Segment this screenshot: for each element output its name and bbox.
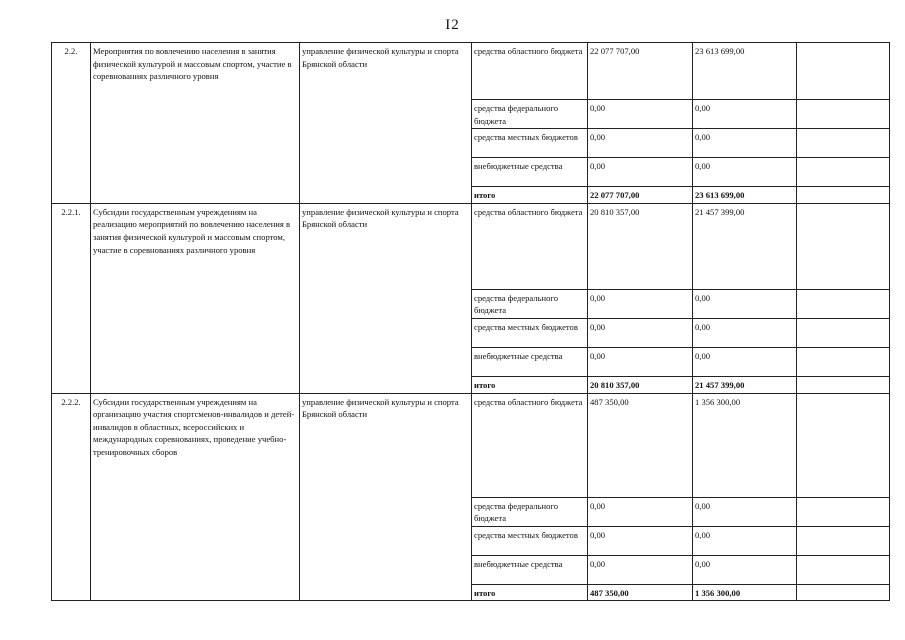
funding-source: внебюджетные средства [472, 158, 588, 187]
amount-col-1: 20 810 357,00 [588, 203, 693, 289]
table-row [52, 43, 890, 100]
empty-cell [797, 526, 890, 555]
amount-col-1: 0,00 [588, 158, 693, 187]
empty-cell [797, 203, 890, 289]
amount-col-1: 22 077 707,00 [588, 43, 693, 100]
amount-col-2: 0,00 [693, 555, 797, 584]
amount-col-2: 23 613 699,00 [693, 187, 797, 204]
funding-source: внебюджетные средства [472, 555, 588, 584]
amount-col-2: 0,00 [693, 289, 797, 318]
funding-source: средства областного бюджета [472, 393, 588, 497]
budget-table [51, 42, 890, 601]
table-row [52, 203, 890, 289]
item-executor: управление физической культуры и спорта Брянской области [300, 203, 472, 393]
funding-source: средства местных бюджетов [472, 129, 588, 158]
empty-cell [797, 289, 890, 318]
empty-cell [797, 497, 890, 526]
amount-col-2: 21 457 399,00 [693, 203, 797, 289]
empty-cell [797, 376, 890, 393]
empty-cell [797, 347, 890, 376]
amount-col-2: 0,00 [693, 129, 797, 158]
empty-cell [797, 129, 890, 158]
empty-cell [797, 187, 890, 204]
amount-col-2: 0,00 [693, 318, 797, 347]
empty-cell [797, 584, 890, 601]
amount-col-1: 0,00 [588, 289, 693, 318]
amount-col-2: 0,00 [693, 497, 797, 526]
amount-col-2: 1 356 300,00 [693, 584, 797, 601]
empty-cell [797, 318, 890, 347]
empty-cell [797, 555, 890, 584]
amount-col-1: 0,00 [588, 129, 693, 158]
amount-col-1: 20 810 357,00 [588, 376, 693, 393]
funding-source: итого [472, 584, 588, 601]
amount-col-2: 21 457 399,00 [693, 376, 797, 393]
item-name: Субсидии государственным учреждениям на организацию участия спортсменов-инвалидов и детей-инвалидов в областных, всероссийских и международных соревнованиях, проведение учебно-тренировочных сборов [91, 393, 300, 601]
amount-col-2: 0,00 [693, 347, 797, 376]
empty-cell [797, 100, 890, 129]
amount-col-2: 0,00 [693, 158, 797, 187]
funding-source: средства областного бюджета [472, 43, 588, 100]
item-number: 2.2. [52, 43, 91, 204]
item-name: Мероприятия по вовлечению населения в занятия физической культурой и массовым спортом, участие в соревнованиях различного уровня [91, 43, 300, 204]
amount-col-1: 0,00 [588, 318, 693, 347]
amount-col-1: 487 350,00 [588, 393, 693, 497]
empty-cell [797, 43, 890, 100]
item-executor: управление физической культуры и спорта Брянской области [300, 393, 472, 601]
empty-cell [797, 393, 890, 497]
funding-source: средства местных бюджетов [472, 318, 588, 347]
item-number: 2.2.1. [52, 203, 91, 393]
table-row [52, 393, 890, 497]
amount-col-2: 23 613 699,00 [693, 43, 797, 100]
item-executor: управление физической культуры и спорта Брянской области [300, 43, 472, 204]
amount-col-1: 0,00 [588, 100, 693, 129]
empty-cell [797, 158, 890, 187]
amount-col-1: 487 350,00 [588, 584, 693, 601]
page-number: I2 [445, 17, 460, 33]
item-number: 2.2.2. [52, 393, 91, 601]
funding-source: средства местных бюджетов [472, 526, 588, 555]
item-name: Субсидии государственным учреждениям на реализацию мероприятий по вовлечению населения в занятия физической культурой и массовым спортом, участие в соревнованиях различного уровня [91, 203, 300, 393]
amount-col-1: 0,00 [588, 347, 693, 376]
funding-source: средства федерального бюджета [472, 497, 588, 526]
amount-col-2: 1 356 300,00 [693, 393, 797, 497]
funding-source: итого [472, 187, 588, 204]
amount-col-1: 22 077 707,00 [588, 187, 693, 204]
funding-source: средства федерального бюджета [472, 289, 588, 318]
amount-col-1: 0,00 [588, 497, 693, 526]
amount-col-1: 0,00 [588, 555, 693, 584]
amount-col-2: 0,00 [693, 526, 797, 555]
funding-source: внебюджетные средства [472, 347, 588, 376]
funding-source: средства областного бюджета [472, 203, 588, 289]
amount-col-2: 0,00 [693, 100, 797, 129]
funding-source: средства федерального бюджета [472, 100, 588, 129]
funding-source: итого [472, 376, 588, 393]
amount-col-1: 0,00 [588, 526, 693, 555]
